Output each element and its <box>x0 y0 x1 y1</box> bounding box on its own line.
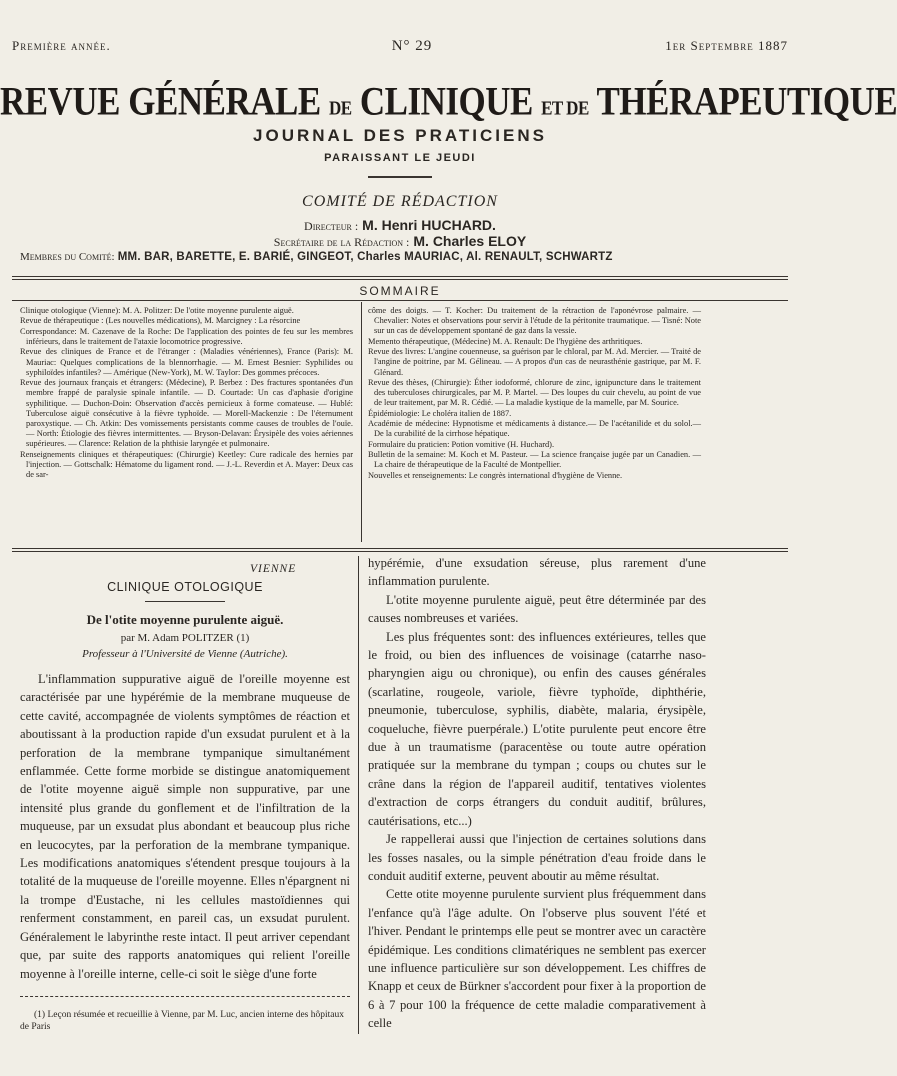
sommaire-entry: Revue des journaux français et étrangers: (Médecine), P. Berbez : Des fractures spontanées d'un membre frappé de paralysie spinale infantile. — D. Courtade: Un cas d'aphasie d'origine syphilitique. — Duchon-Doin: Observation d'accès pernicieux à forme comateuse. — Hublé: Tuberculose aiguë consécutive à la fièvre typhoïde. — Morell-Mackenzie : De l'éternument paroxystique. — Ch. Atkin: Des vomissements persistants comme causes de troubles de l'ouïe. — North: Étiologie des fièvres intermittentes. — Bryson-Delavan: Érysipèle des voies aériennes supérieures. — Clarence: Relation de la phthisie laryngée et pulmonaire. <box>20 378 353 449</box>
sommaire-entry: Formulaire du praticien: Potion vomitive (H. Huchard). <box>368 439 555 449</box>
secretary-label: Secrétaire de la Rédaction : <box>273 235 410 249</box>
paragraph: Cette otite moyenne purulente survient plus fréquemment dans l'enfance qu'à l'âge adulte. On l'observe plus souvent l'été et l'hiver. Pendant le printemps elle peut se montrer avec un caractère épidémique. Les conditions climatériques ne semblent pas exercer une influence particulière sur son développement. Les chiffres de Knapp et ceux de Bürkner s'accordent pour fixer à la proportion de 6 à 7 pour 100 la fréquence de cette maladie comparativement à celle <box>368 887 706 1031</box>
author-affiliation: Professeur à l'Université de Vienne (Autriche). <box>82 648 288 660</box>
ornament-divider <box>368 176 432 178</box>
secretary-name: M. Charles ELOY <box>413 233 527 249</box>
masthead-title <box>0 79 897 125</box>
director-label: Directeur : <box>304 219 359 233</box>
article-place: VIENNE <box>250 563 297 575</box>
issue-date: 1er Septembre 1887 <box>665 38 788 53</box>
article-title: De l'otite moyenne purulente aiguë. <box>86 612 284 627</box>
sommaire-heading: SOMMAIRE <box>359 284 441 298</box>
members-label: Membres du Comité: <box>20 251 115 263</box>
section-rule <box>145 601 225 602</box>
sommaire-entry: Revue des thèses, (Chirurgie): Éther iodoformé, chlorure de zinc, ignipuncture dans le traitement des tuberculoses chirurgicales, par M. P. Martel. — Des loupes du cuir chevelu, au point de vue de leur traitement, par M. R. Cédié. — La maladie kystique de la mamelle, par M. Sourice. <box>368 377 701 408</box>
sommaire-entry: Académie de médecine: Hypnotisme et médicaments à distance.— De l'acétanilide et du solol.— De la curabilité de la cirrhose hépatique. <box>368 419 701 439</box>
article-right-column <box>368 554 706 1033</box>
publication-frequency: PARAISSANT LE JEUDI <box>324 152 476 164</box>
masthead-et: ET DE <box>541 97 589 120</box>
volume-label: Première année. <box>12 38 111 53</box>
sommaire-entry: Correspondance: M. Cazenave de la Roche: De l'application des pointes de feu sur les membres inférieurs, dans le traitement de l'ataxie locomotrice progressive. <box>20 326 353 346</box>
issue-header <box>12 38 788 58</box>
sommaire-entry: Épidémiologie: Le choléra italien de 1887. <box>368 408 512 418</box>
article-byline: par M. Adam POLITZER (1) <box>120 632 250 644</box>
footnote: (1) Leçon résumée et recueillie à Vienne, par M. Luc, ancien interne des hôpitaux de Paris <box>20 1010 344 1032</box>
committee-title: COMITÉ DE RÉDACTION <box>302 193 498 210</box>
sommaire-left-column <box>20 306 353 481</box>
journal-subtitle: JOURNAL DES PRATICIENS <box>253 126 547 145</box>
sommaire-entry: Revue de thérapeutique : (Les nouvelles médications), M. Marcigney : La résorcine <box>20 316 301 326</box>
sommaire-entry: Memento thérapeutique, (Médecine) M. A. Renault: De l'hygiène des arthritiques. <box>368 336 643 346</box>
masthead-part3: THÉRAPEUTIQUE <box>596 79 897 124</box>
committee-members-line <box>20 251 800 263</box>
sommaire-entry: Nouvelles et renseignements: Le congrès international d'hygiène de Vienne. <box>368 470 623 480</box>
paragraph: hypérémie, d'une exsudation séreuse, plus rarement d'une inflammation purulente. <box>368 556 706 589</box>
paragraph: L'inflammation suppurative aiguë de l'oreille moyenne est caractérisée par une hypérémie de la membrane muqueuse de cette cavité, accompagnée de violents symptômes de réaction et aboutissant à la production rapide d'un exsudat purulent et à la perforation de la membrane tympanique simultanément enflammée. Cette forme morbide se distingue anatomiquement de l'otite moyenne aiguë simple non suppurative, par une intensité plus grande du gonflement et de l'infiltration de la muqueuse, par un exsudat plus abondant et beaucoup plus riche en leucocytes, par la perforation de la membrane tympanique. Les modifications anatomiques s'étendent presque toujours à la totalité de la muqueuse de l'oreille moyenne. Elles n'épargnent ni la trompe d'Eustache, ni les cellules mastoïdiennes qui renferment constamment, en pareil cas, un exsudat purulent. Généralement le labyrinthe reste intact. Il peut arriver cependant que, par suite des rapports anatomiques qui relient l'oreille moyenne à l'oreille interne, celle-ci soit le siège d'une forte <box>20 672 350 981</box>
article-column-divider <box>358 556 359 1034</box>
paragraph: Je rappellerai aussi que l'injection de certaines solutions dans les fosses nasales, ou la simple pénétration d'eau froide dans le conduit auditif externe, peuvent aboutir au même résultat. <box>368 832 706 883</box>
director-name: M. Henri HUCHARD. <box>362 217 496 233</box>
sommaire-bottom-rule <box>12 548 788 549</box>
article-section: CLINIQUE OTOLOGIQUE <box>107 580 263 594</box>
sommaire-entry: Clinique otologique (Vienne): M. A. Politzer: De l'otite moyenne purulente aiguë. <box>20 306 294 315</box>
article-left-column <box>20 670 350 983</box>
secretary-line <box>0 233 800 251</box>
paragraph: Les plus fréquentes sont: des influences extérieures, telles que le froid, ou bien des influences de voisinage (catarrhe naso-pharyngien aigu ou chronique), ou enfin des causes générales (scarlatine, rougeole, variole, fièvre typhoïde, diphthérie, pneumonie, tuberculose, syphilis, diabète, malaria, érysipèle, coqueluche, fièvre puerpérale.) L'otite purulente peut encore être due à un traumatisme (paracentèse ou toute autre opération pratiquée sur la membrane du tympan ; coups ou chutes sur le crâne dans la région de l'appareil auditif, tentatives violentes d'extraction de corps étrangers du conduit auditif, brûlures, cautérisations, etc...) <box>368 629 706 828</box>
header-rule-2 <box>12 279 788 280</box>
sommaire-rule <box>12 300 788 301</box>
sommaire-entry: Bulletin de la semaine: M. Koch et M. Pasteur. — La science française jugée par un Canadien. — La chaire de thérapeutique de la Faculté de Montpellier. <box>368 450 701 470</box>
sommaire-entry: Renseignements cliniques et thérapeutiques: (Chirurgie) Keetley: Cure radicale des hernies par l'injection. — Gottschalk: Hématome du ligament rond. — J.-L. Reverdin et A. Mayer: Deux cas de sar- <box>20 449 353 480</box>
sommaire-column-divider <box>361 302 362 542</box>
header-rule <box>12 276 788 277</box>
footnote-separator <box>20 996 350 997</box>
masthead-part1: REVUE GÉNÉRALE <box>0 79 321 124</box>
masthead-part2: CLINIQUE <box>359 79 533 124</box>
paragraph: L'otite moyenne purulente aiguë, peut être déterminée par des causes nombreuses et variées. <box>368 592 706 626</box>
issue-number: N° 29 <box>391 38 433 54</box>
sommaire-right-column <box>368 306 701 481</box>
sommaire-entry: Revue des livres: L'angine couenneuse, sa guérison par le chloral, par M. Ad. Mercier. — Traité de l'angine de poitrine, par M. Gélineau. — A propos d'un cas de neurasthénie gastrique, par M. F. Glénard. <box>368 347 701 377</box>
members-names: MM. BAR, BARETTE, E. BARIÉ, GINGEOT, Charles MAURIAC, Al. RENAULT, SCHWARTZ <box>117 251 613 263</box>
sommaire-entry: côme des doigts. — T. Kocher: Du traitement de la rétraction de l'aponévrose palmaire. — Chevalier: Notes et observations pour servir à l'étude de la péritonite traumatique. — Tisné: Note sur un cas de développement spontané de gaz dans la vessie. <box>368 306 701 336</box>
masthead-de: DE <box>328 97 352 120</box>
sommaire-entry: Revue des cliniques de France et de l'étranger : (Maladies vénériennes), France (Paris): M. Mauriac: Quelques complications de la blennorrhagie. — M. Ernest Besnier: Syphilides ou syphiloïdes infantiles? — Amérique (New-York), M. W. Taylor: Des gommes précoces. <box>20 347 353 377</box>
sommaire-bottom-rule-2 <box>12 551 788 552</box>
